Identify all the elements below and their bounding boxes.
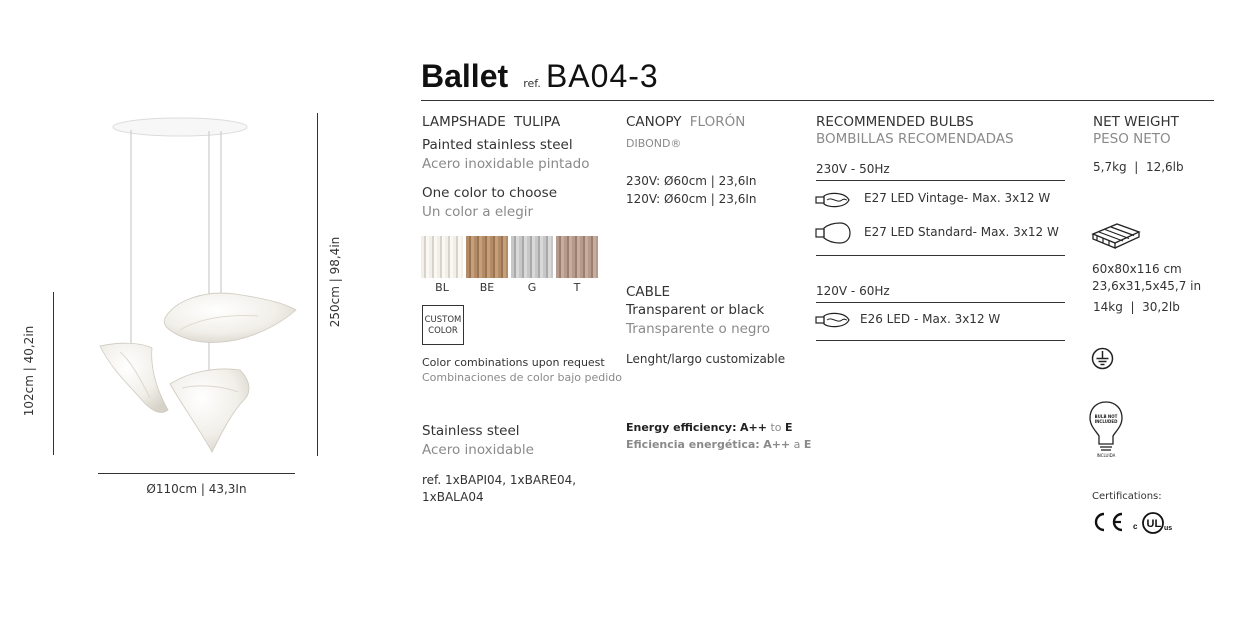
ground-earth-icon <box>1091 347 1114 370</box>
refs-line2: 1xBALA04 <box>422 490 484 504</box>
energy-efficiency-en <box>626 421 793 434</box>
diameter-label: Ø110cm | 43,3In <box>146 482 247 496</box>
svg-text:c: c <box>1133 522 1138 531</box>
standard-bulb-icon <box>815 222 851 244</box>
lampshade-color-en: One color to choose <box>422 185 557 201</box>
canopy-heading <box>626 114 745 130</box>
energy-value-en-b: E <box>785 421 793 434</box>
bulb-standard-label: E27 LED Standard- Max. 3x12 W <box>864 225 1059 239</box>
bulb-not-included-badge <box>1088 400 1124 462</box>
swatch-label-t: T <box>573 281 581 294</box>
bulb-e26-label: E26 LED - Max. 3x12 W <box>860 312 1001 326</box>
total-height-label: 250cm | 98,4in <box>328 236 342 328</box>
energy-value-es-b: E <box>803 438 812 451</box>
package-size-cm: 60x80x116 cm <box>1092 262 1182 276</box>
combo-es: Combinaciones de color bajo pedido <box>422 371 623 384</box>
lampshade-color-es: Un color a elegir <box>422 204 534 220</box>
bulb-badge-bottom-text: INCLUIDA <box>1096 453 1116 458</box>
energy-label-en: Energy efficiency: <box>626 421 737 434</box>
swatch-bl[interactable] <box>421 236 463 278</box>
diameter-line <box>98 473 295 474</box>
custom-color-box[interactable] <box>422 305 464 345</box>
canopy-size-120: 120V: Ø60cm | 23,6In <box>626 192 757 206</box>
total-height-line <box>317 113 318 456</box>
package-size-in: 23,6x31,5x45,7 in <box>1092 279 1202 293</box>
bulbs-divider-mid <box>816 255 1065 256</box>
e26-bulb-icon <box>815 311 851 329</box>
canopy-size-230: 230V: Ø60cm | 23,6In <box>626 174 757 188</box>
lampshade-material-es: Acero inoxidable pintado <box>422 156 590 172</box>
refs-line1: ref. 1xBAPI04, 1xBARE04, <box>422 473 577 487</box>
bulb-vintage-label: E27 LED Vintage- Max. 3x12 W <box>864 191 1051 205</box>
canopy-heading-en: CANOPY <box>626 114 682 130</box>
lamp-height-label: 102cm | 40,2in <box>22 325 36 417</box>
combo-en: Color combinations upon request <box>422 356 605 369</box>
pallet-package-icon <box>1091 222 1141 250</box>
package-weight: 14kg | 30,2lb <box>1093 300 1180 314</box>
custom-color-line1: CUSTOM <box>424 315 462 325</box>
energy-value-es-a: A++ <box>763 438 791 451</box>
steel-es: Acero inoxidable <box>422 442 534 458</box>
bulbs-heading-es: BOMBILLAS RECOMENDADAS <box>816 131 1014 147</box>
canopy-disc <box>113 118 247 136</box>
swatch-be[interactable] <box>466 236 508 278</box>
cable-color-en: Transparent or black <box>626 302 765 318</box>
weight-heading-en: NET WEIGHT <box>1093 114 1179 130</box>
title-divider <box>421 100 1214 101</box>
cable-length: Lenght/largo customizable <box>626 352 786 366</box>
ref-prefix: ref. <box>523 77 541 90</box>
swatch-label-g: G <box>527 281 537 294</box>
cul-us-mark-icon <box>1133 510 1179 536</box>
cable-heading: CABLE <box>626 284 670 300</box>
lampshade-heading-es: TULIPA <box>514 114 561 130</box>
certifications-label: Certifications: <box>1092 491 1162 502</box>
net-weight-value: 5,7kg | 12,6lb <box>1093 160 1184 174</box>
bulb-badge-top-text: BULB NOT INCLUDED <box>1094 414 1118 424</box>
svg-text:UL: UL <box>1146 518 1162 530</box>
svg-text:us: us <box>1164 525 1173 532</box>
product-name: Ballet <box>421 58 509 94</box>
bulbs-heading-en: RECOMMENDED BULBS <box>816 114 974 130</box>
swatch-label-be: BE <box>479 281 495 294</box>
lampshade-heading <box>422 114 560 130</box>
canopy-material: DIBOND® <box>626 137 682 150</box>
voltage-230: 230V - 50Hz <box>816 162 890 176</box>
bulbs-divider-bottom <box>816 340 1065 341</box>
voltage-120: 120V - 60Hz <box>816 284 890 298</box>
swatch-t[interactable] <box>556 236 598 278</box>
lamp-height-line <box>53 292 54 455</box>
ce-mark-icon <box>1091 511 1125 533</box>
product-illustration <box>0 0 400 624</box>
lampshade-material-en: Painted stainless steel <box>422 137 573 153</box>
canopy-heading-es: FLORÓN <box>689 114 746 130</box>
weight-heading-es: PESO NETO <box>1093 131 1171 147</box>
bulbs-divider-230 <box>816 180 1065 181</box>
swatch-g[interactable] <box>511 236 553 278</box>
energy-value-en-a: A++ <box>740 421 767 434</box>
energy-label-es: Eficiencia energética: <box>626 438 760 451</box>
vintage-bulb-icon <box>815 191 851 209</box>
swatch-label-bl: BL <box>435 281 449 294</box>
steel-en: Stainless steel <box>422 423 520 439</box>
cable-color-es: Transparente o negro <box>626 321 771 337</box>
energy-value-es-to: a <box>793 438 801 451</box>
ref-code: BA04-3 <box>545 58 659 94</box>
lampshade-heading-en: LAMPSHADE <box>422 114 506 130</box>
energy-efficiency-es <box>626 438 811 451</box>
bulbs-divider-120 <box>816 302 1065 303</box>
product-title <box>421 58 659 98</box>
energy-value-en-to: to <box>770 421 782 434</box>
custom-color-line2: COLOR <box>428 326 458 336</box>
